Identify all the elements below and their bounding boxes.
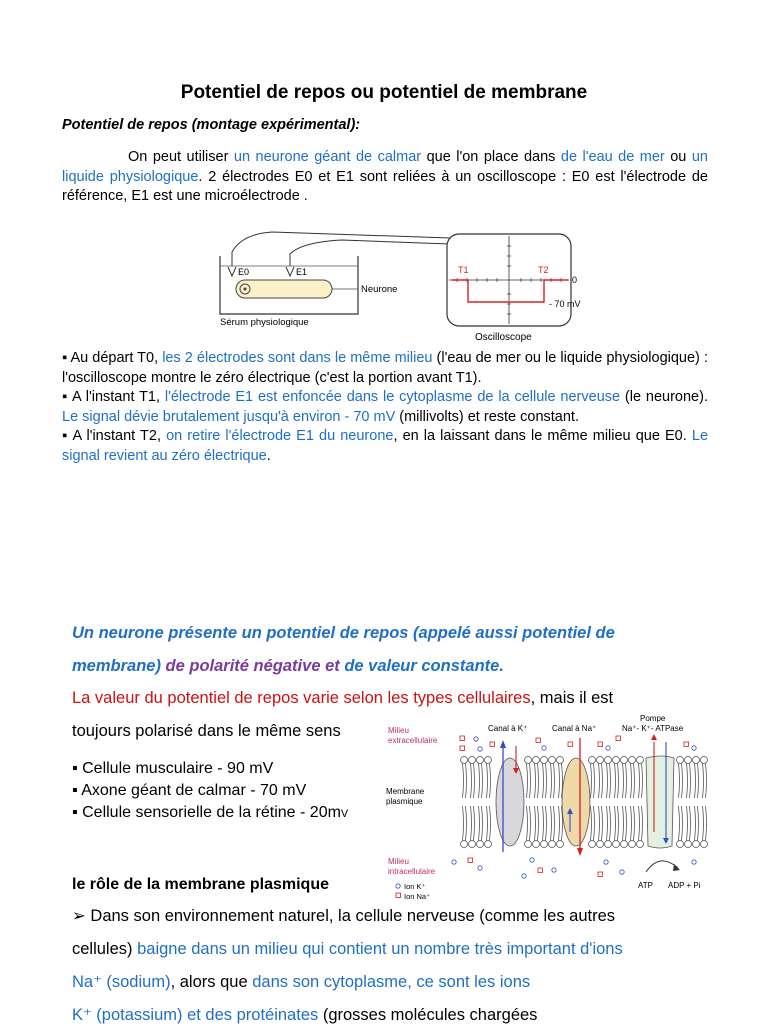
serum-label: Sérum physiologique (220, 317, 309, 328)
svg-text:Milieu: Milieu (388, 726, 409, 735)
svg-text:ADP + Pi: ADP + Pi (668, 881, 701, 890)
list-item: ▪ Axone géant de calmar - 70 mV (72, 782, 307, 799)
svg-text:plasmique: plasmique (386, 797, 423, 806)
svg-text:intracellulaire: intracellulaire (388, 867, 436, 876)
svg-text:Na⁺- K⁺- ATPase: Na⁺- K⁺- ATPase (622, 724, 684, 733)
svg-text:Canal à Na⁺: Canal à Na⁺ (552, 724, 597, 733)
list-item: ▪ Cellule musculaire - 90 mV (72, 760, 274, 777)
section-subtitle: Potentiel de repos (montage expérimental): (62, 117, 361, 133)
page-title: Potentiel de repos ou potentiel de membrane (180, 82, 588, 103)
svg-text:Membrane: Membrane (386, 787, 425, 796)
svg-text:extracellulaire: extracellulaire (388, 736, 438, 745)
bullet-list (62, 349, 708, 466)
section-heading: le rôle de la membrane plasmique (72, 876, 329, 893)
e0-label: E0 (238, 267, 250, 277)
oscilloscope-label: Oscilloscope (475, 332, 532, 343)
svg-text:Ion Na⁺: Ion Na⁺ (404, 892, 431, 900)
neurone-label: Neurone (361, 284, 398, 295)
bullet-t0: ▪ Au départ T0, les 2 électrodes sont dans le même milieu (l'eau de mer ou le liquide physiologique) : l'oscilloscope montre le zéro électrique (c'est la portion avant T1). (62, 350, 708, 386)
intro-paragraph: On peut utiliser un neurone géant de calmar que l'on place dans de l'eau de mer ou un liquide physiologique. 2 électrodes E0 et E1 sont reliées à un oscilloscope : E0 est l'électrode de référence, E1 est une microélectrode . (62, 149, 708, 204)
minus70-label: - 70 mV (549, 299, 581, 309)
t1-label: T1 (458, 265, 469, 275)
highlight-paragraph: Un neurone présente un potentiel de repos (appelé aussi potentiel de membrane) de polarité négative et de valeur constante. (72, 624, 615, 675)
svg-text:Ion K⁺: Ion K⁺ (404, 882, 426, 891)
svg-text:Milieu: Milieu (388, 857, 409, 866)
potential-values-list (72, 758, 348, 825)
e1-label: E1 (296, 267, 308, 277)
bullet-t1: ▪ A l'instant T1, l'électrode E1 est enfoncée dans le cytoplasme de la cellule nerveuse (le neurone). Le signal dévie brutalement jusqu'à environ - 70 mV (millivolts) et reste constant. (62, 389, 708, 425)
t2-label: T2 (538, 265, 549, 275)
svg-text:ATP: ATP (638, 881, 653, 890)
list-item: ▪ Cellule sensorielle de la rétine - 20mV (72, 804, 349, 821)
svg-text:Canal à K⁺: Canal à K⁺ (488, 724, 528, 733)
bullet-t2: ▪ A l'instant T2, on retire l'électrode E1 du neurone, en la laissant dans le même milieu que E0. Le signal revient au zéro électrique. (62, 428, 709, 464)
membrane-diagram (384, 712, 714, 900)
last-paragraph: ➢ Dans son environnement naturel, la cellule nerveuse (comme les autres cellules) baigne dans un milieu qui contient un nombre très important d'ions Na⁺ (sodium), alors que dans son cytoplasme, ce sont les ions K⁺ (potassium) et des protéinates (grosses molécules chargées (72, 907, 623, 1024)
zero-label: 0 (572, 275, 578, 285)
experimental-setup-diagram (212, 218, 584, 346)
values-paragraph: La valeur du potentiel de repos varie selon les types cellulaires, mais il est toujours polarisé dans le même sens (72, 689, 614, 740)
svg-text:Pompe: Pompe (640, 714, 666, 723)
